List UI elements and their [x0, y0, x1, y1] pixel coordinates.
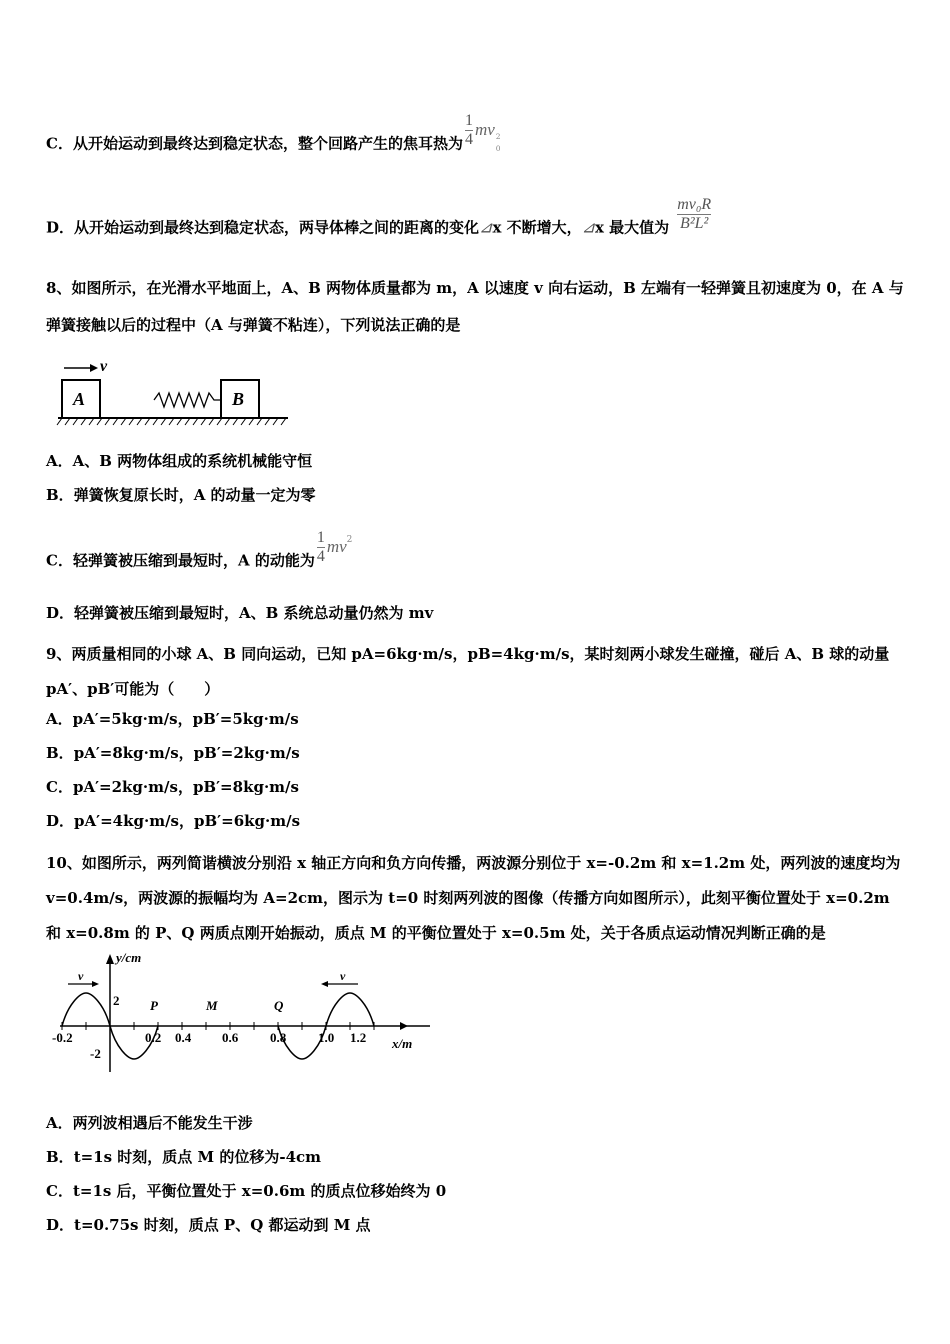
- question-number: 10、: [46, 854, 82, 872]
- point-q-label: Q: [274, 998, 284, 1013]
- velocity-arrowhead: [90, 364, 98, 372]
- option-text: 轻弹簧被压缩到最短时，A 的动能为: [72, 551, 315, 570]
- q8-option-b: [46, 485, 316, 505]
- question-number: 8、: [46, 279, 72, 297]
- q8-option-d: [46, 603, 433, 623]
- q10-option-a: [46, 1113, 253, 1133]
- q8-option-c: [46, 529, 353, 580]
- option-text: pA′=4kg·m/s，pB′=6kg·m/s: [74, 812, 301, 830]
- q10-option-d: [46, 1215, 371, 1235]
- fraction-denominator: B²L²: [677, 214, 711, 233]
- x-tick-label: 1.2: [350, 1030, 367, 1045]
- x-tick-label: 0.2: [145, 1030, 162, 1045]
- spring: [154, 393, 221, 407]
- right-velocity-label: v: [340, 969, 346, 983]
- option-text: t=0.75s 时刻，质点 P、Q 都运动到 M 点: [74, 1216, 371, 1234]
- formula-mv: mv: [326, 536, 347, 556]
- q9-stem: [46, 637, 908, 707]
- option-text: 轻弹簧被压缩到最短时，A、B 系统总动量仍然为 mv: [74, 604, 434, 622]
- formula-superscript: 2: [495, 131, 501, 141]
- q8-option-a: [46, 451, 312, 471]
- q9-option-a: [46, 709, 299, 729]
- x-tick-label: 0.6: [222, 1030, 239, 1045]
- option-text: A、B 两物体组成的系统机械能守恒: [72, 452, 313, 470]
- block-b-label: B: [232, 389, 245, 409]
- option-text: 两列波相遇后不能发生干涉: [72, 1114, 253, 1132]
- x-tick-label: 1.0: [318, 1030, 335, 1045]
- option-label: A．: [46, 710, 73, 728]
- delta-symbol: ⊿: [581, 219, 596, 237]
- fraction-denominator: 4: [316, 548, 325, 565]
- option-label: B．: [46, 1148, 74, 1166]
- option-label: C．: [46, 551, 73, 570]
- q7-option-c: [46, 112, 503, 163]
- option-label: A．: [46, 452, 73, 470]
- x-tick-label: 0.4: [175, 1030, 192, 1045]
- question-number: 9、: [46, 645, 72, 663]
- y-tick-label: -2: [90, 1046, 101, 1061]
- q10-option-b: [46, 1147, 321, 1167]
- option-label: B．: [46, 486, 74, 504]
- x-tick-label: 0.8: [270, 1030, 287, 1045]
- q7-option-d: [46, 196, 713, 247]
- question-text: 如图所示，在光滑水平地面上，A、B 两物体质量都为 m，A 以速度 v 向右运动，B 左端有一轻弹簧且初速度为 0，在 A 与弹簧接触以后的过程中（A 与弹簧不粘连），下列说法正确的是: [46, 279, 904, 334]
- formula-mv: mv: [474, 119, 495, 139]
- fraction-numerator: 1: [464, 112, 473, 129]
- option-label: D．: [46, 218, 75, 237]
- q10-wave-figure: [50, 944, 430, 1079]
- option-label: A．: [46, 1114, 73, 1132]
- option-label: C．: [46, 134, 73, 153]
- option-label: D．: [46, 812, 75, 830]
- fraction: [465, 112, 473, 149]
- right-velocity-arrowhead: [321, 981, 328, 987]
- velocity-label: v: [100, 358, 108, 375]
- formula-subscript: 0: [495, 143, 501, 153]
- point-m-label: M: [206, 998, 218, 1013]
- formula-superscript: 2: [346, 534, 353, 545]
- option-text: 从开始运动到最终达到稳定状态，两导体棒之间的距离的变化: [74, 218, 480, 237]
- option-text-b: x 不断增大，: [492, 218, 582, 237]
- option-label: B．: [46, 744, 74, 762]
- q8-figure: [56, 350, 296, 430]
- x-axis-arrowhead: [400, 1022, 408, 1030]
- option-text: t=1s 后，平衡位置处于 x=0.6m 的质点位移始终为 0: [72, 1182, 447, 1200]
- question-text: 两质量相同的小球 A、B 同向运动，已知 pA=6kg·m/s，pB=4kg·m/s，某时刻两小球发生碰撞，碰后 A、B 球的动量 pA′、pB′可能为（ ）: [46, 645, 890, 698]
- option-text: pA′=5kg·m/s，pB′=5kg·m/s: [72, 710, 299, 728]
- left-velocity-arrowhead: [92, 981, 99, 987]
- y-axis-label: y/cm: [116, 950, 142, 965]
- fraction-denominator: 4: [464, 131, 473, 148]
- y-axis-arrowhead: [106, 954, 114, 964]
- option-text-c: x 最大值为: [595, 218, 670, 237]
- ground-hatching: [57, 418, 286, 425]
- x-axis-label: x/m: [392, 1036, 413, 1051]
- option-text: t=1s 时刻，质点 M 的位移为-4cm: [73, 1148, 322, 1166]
- option-text: 从开始运动到最终达到稳定状态，整个回路产生的焦耳热为: [72, 134, 463, 153]
- option-text: pA′=2kg·m/s，pB′=8kg·m/s: [72, 778, 299, 796]
- q8-stem: [46, 270, 908, 344]
- q9-option-d: [46, 811, 300, 831]
- point-p-label: P: [150, 998, 158, 1013]
- question-text: 如图所示，两列简谐横波分别沿 x 轴正方向和负方向传播，两波源分别位于 x=-0.2m 和 x=1.2m 处，两列波的速度均为 v=0.4m/s，两波源的振幅均为 A=2cm，图示为 t=0 时刻两列波的图像（传播方向如图所示），此刻平衡位置处于 x=0.2m 和 x=0.8m 的 P、Q 两质点刚开始振动，质点 M 的平衡位置处于 x=0.5m 处，关于各质点运动情况判断正确的是: [46, 854, 901, 942]
- x-tick-label: -0.2: [52, 1030, 73, 1045]
- left-velocity-label: v: [78, 969, 84, 983]
- fraction-numerator: 1: [316, 529, 325, 546]
- block-a-label: A: [73, 389, 86, 409]
- option-text: 弹簧恢复原长时，A 的动量一定为零: [73, 486, 316, 504]
- option-label: D．: [46, 1216, 75, 1234]
- option-label: D．: [46, 604, 75, 622]
- option-text: pA′=8kg·m/s，pB′=2kg·m/s: [73, 744, 300, 762]
- y-tick-label: 2: [113, 993, 120, 1008]
- fraction-numerator: mv₀R: [677, 196, 712, 213]
- delta-symbol: ⊿: [479, 219, 493, 237]
- q10-stem: [46, 846, 908, 951]
- option-label: C．: [46, 778, 73, 796]
- q9-option-c: [46, 777, 299, 797]
- q9-option-b: [46, 743, 300, 763]
- fraction: [677, 196, 711, 233]
- option-label: C．: [46, 1182, 73, 1200]
- fraction: [317, 529, 325, 566]
- q10-option-c: [46, 1181, 446, 1201]
